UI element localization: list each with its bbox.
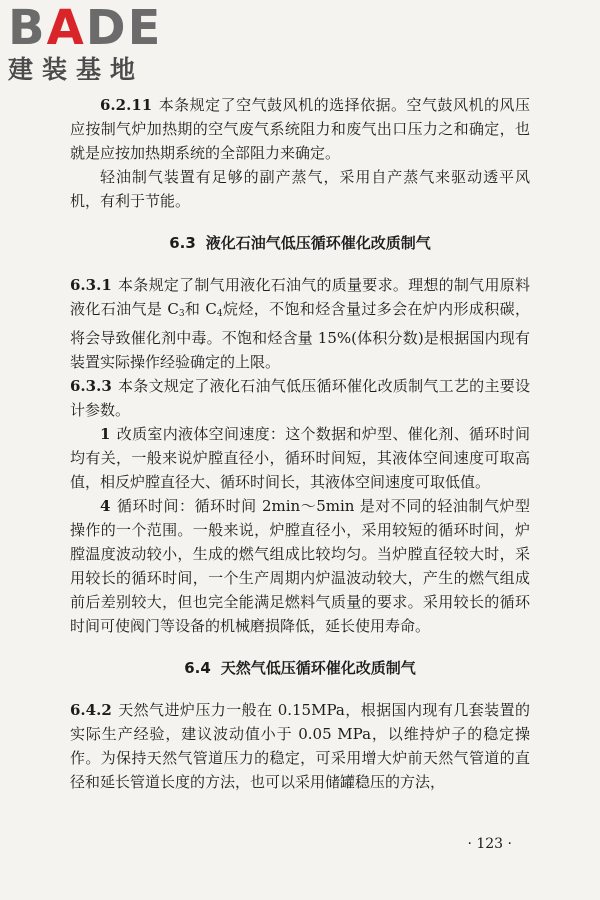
- logo-letter-a: A: [46, 0, 86, 56]
- clause-number: 6.2.11: [100, 96, 153, 114]
- item-number: 1: [100, 425, 111, 443]
- paragraph-text: 天然气进炉压力一般在 0.15MPa，根据国内现有几套装置的实际生产经验，建议波动值小于 0.05 MPa，以维持炉子的稳定操作。为保持天然气管道压力的稳定，可采用增大炉前天然气管道的直径和延长管道长度的方法，也可以采用储罐稳压的方法，: [70, 701, 530, 791]
- logo-subtitle: 建装基地: [8, 55, 145, 84]
- document-body: [70, 93, 530, 794]
- page-number: · 123 ·: [467, 836, 512, 852]
- paragraph-6-3-1: [70, 273, 530, 374]
- paragraph-steam: [70, 165, 530, 213]
- clause-number: 6.3.3: [70, 377, 112, 395]
- paragraph-text: 循环时间：循环时间 2min～5min 是对不同的轻油制气炉型操作的一个范围。一般来说，炉膛直径小，采用较短的循环时间，炉膛温度波动较小，生成的燃气组成比较均匀。当炉膛直径较大时，采用较长的循环时间，一个生产周期内炉温波动较大，产生的燃气组成前后差别较大，但也完全能满足燃料气质量的要求。采用较长的循环时间可使阀门等设备的机械磨损降低，延长使用寿命。: [70, 497, 530, 635]
- paragraph-text: 轻油制气装置有足够的副产蒸气，采用自产蒸气来驱动透平风机，有利于节能。: [70, 168, 530, 210]
- subscript: 3: [178, 309, 185, 319]
- clause-number: 6.4.2: [70, 701, 112, 719]
- list-item-4: [70, 494, 530, 638]
- logo-letter-b: B: [8, 0, 47, 56]
- bade-logo: [8, 0, 163, 84]
- paragraph-text: 本条文规定了液化石油气低压循环催化改质制气工艺的主要设计参数。: [70, 377, 530, 419]
- section-heading-6-3: [70, 231, 530, 255]
- section-title: 天然气低压循环催化改质制气: [220, 659, 416, 677]
- logo-letters-de: DE: [85, 0, 163, 56]
- section-title: 液化石油气低压循环催化改质制气: [205, 234, 431, 252]
- paragraph-text: 烷烃，不饱和烃含量过多会在炉内形成积碳，将会导致催化剂中毒。不饱和烃含量 15%(体积分数)是根据国内现有装置实际操作经验确定的上限。: [70, 300, 531, 371]
- paragraph-6-2-11: [70, 93, 530, 165]
- list-item-1: [70, 422, 530, 494]
- logo-wordmark: [8, 0, 163, 56]
- section-number: 6.4: [184, 659, 211, 677]
- paragraph-text: 改质室内液体空间速度：这个数据和炉型、催化剂、循环时间均有关，一般来说炉膛直径小，循环时间短，其液体空间速度可取高值，相反炉膛直径大、循环时间长，其液体空间速度可取低值。: [70, 425, 530, 491]
- clause-number: 6.3.1: [70, 276, 112, 294]
- paragraph-text: 本条规定了空气鼓风机的选择依据。空气鼓风机的风压应按制气炉加热期的空气废气系统阻力和废气出口压力之和确定，也就是应按加热期系统的全部阻力来确定。: [70, 96, 530, 162]
- section-heading-6-4: [70, 656, 530, 680]
- paragraph-text: 和 C: [184, 300, 217, 318]
- paragraph-6-4-2: [70, 698, 530, 794]
- item-number: 4: [100, 497, 111, 515]
- subscript: 4: [216, 309, 223, 319]
- paragraph-text: 本条规定了制气用液化石油气的质量要求。理想的制气用原料液化石油气是 C: [70, 276, 530, 318]
- paragraph-6-3-3: [70, 374, 530, 422]
- section-number: 6.3: [169, 234, 196, 252]
